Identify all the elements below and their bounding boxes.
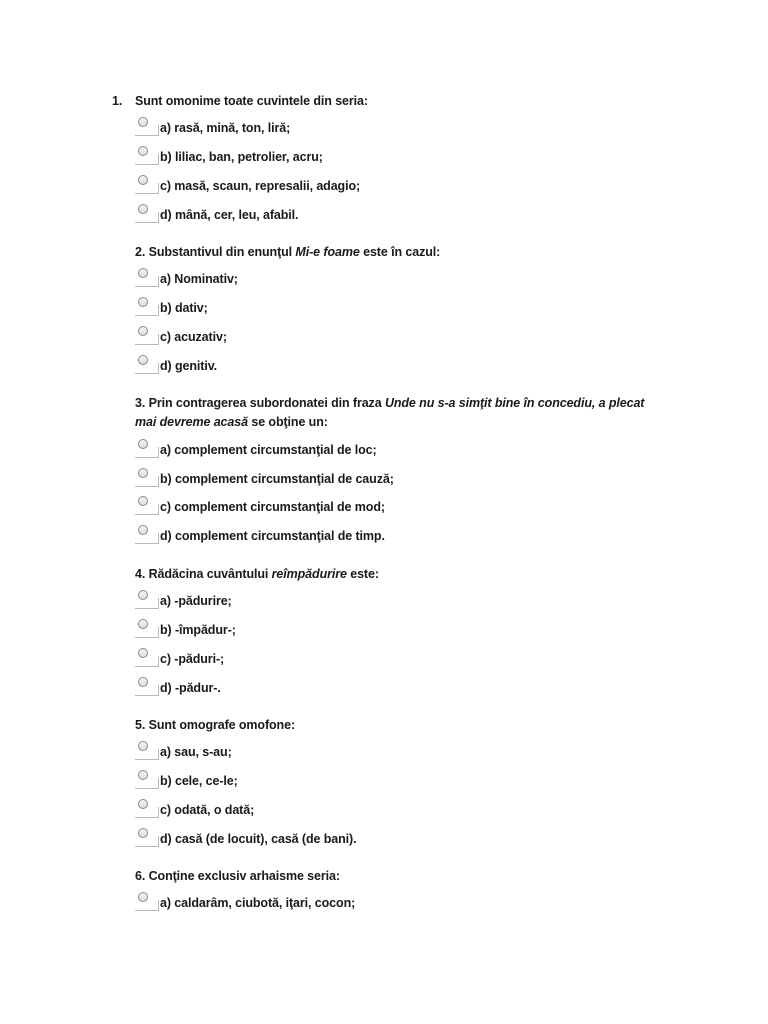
question-3-option-d[interactable] bbox=[135, 525, 695, 547]
radio-divider bbox=[158, 154, 159, 165]
option-label: b) cele, ce-le; bbox=[160, 774, 238, 788]
radio-button[interactable] bbox=[138, 468, 148, 478]
question-3-prompt-end: se obţine un: bbox=[247, 415, 328, 429]
option-label: b) -împădur-; bbox=[160, 623, 236, 637]
question-4-text bbox=[135, 565, 695, 584]
radio-underline bbox=[135, 373, 159, 374]
radio-underline bbox=[135, 666, 159, 667]
radio-button[interactable] bbox=[138, 741, 148, 751]
radio-divider bbox=[158, 363, 159, 374]
question-2-option-d[interactable] bbox=[135, 355, 695, 377]
radio-divider bbox=[158, 334, 159, 345]
radio-divider bbox=[158, 900, 159, 911]
question-6-prompt: Conţine exclusiv arhaisme seria: bbox=[148, 869, 340, 883]
radio-divider bbox=[158, 807, 159, 818]
question-1-option-c[interactable] bbox=[135, 175, 695, 197]
option-label: d) mână, cer, leu, afabil. bbox=[160, 208, 299, 222]
option-label: c) masă, scaun, represalii, adagio; bbox=[160, 179, 361, 193]
radio-divider bbox=[158, 598, 159, 609]
question-3-option-a[interactable] bbox=[135, 439, 695, 461]
question-6-text bbox=[135, 867, 695, 886]
radio-button[interactable] bbox=[138, 590, 148, 600]
radio-button[interactable] bbox=[138, 297, 148, 307]
option-label: a) Nominativ; bbox=[160, 272, 238, 286]
radio-divider bbox=[158, 627, 159, 638]
radio-button[interactable] bbox=[138, 799, 148, 809]
question-1-number: 1. bbox=[112, 94, 123, 108]
option-label: c) acuzativ; bbox=[160, 330, 227, 344]
question-4-number: 4. bbox=[135, 567, 146, 581]
question-3-number: 3. bbox=[135, 396, 146, 410]
radio-divider bbox=[158, 183, 159, 194]
radio-button[interactable] bbox=[138, 268, 148, 278]
radio-divider bbox=[158, 836, 159, 847]
radio-underline bbox=[135, 344, 159, 345]
radio-button[interactable] bbox=[138, 204, 148, 214]
radio-button[interactable] bbox=[138, 117, 148, 127]
radio-button[interactable] bbox=[138, 496, 148, 506]
radio-underline bbox=[135, 608, 159, 609]
question-3-quoted-sentence: Unde nu s-a simţit bine în concediu, a plecat mai devreme acasă bbox=[135, 396, 645, 429]
question-2-number: 2. bbox=[135, 245, 146, 259]
option-label: d) genitiv. bbox=[160, 359, 217, 373]
question-5-option-d[interactable] bbox=[135, 828, 695, 850]
question-5-option-a[interactable] bbox=[135, 741, 695, 763]
radio-button[interactable] bbox=[138, 355, 148, 365]
radio-underline bbox=[135, 222, 159, 223]
radio-button[interactable] bbox=[138, 619, 148, 629]
radio-button[interactable] bbox=[138, 146, 148, 156]
question-2-text bbox=[135, 243, 695, 262]
radio-divider bbox=[158, 749, 159, 760]
question-2-option-b[interactable] bbox=[135, 297, 695, 319]
radio-underline bbox=[135, 759, 159, 760]
question-4-quoted-word: reîmpădurire bbox=[271, 567, 347, 581]
option-label: a) caldarâm, ciubotă, iţari, cocon; bbox=[160, 896, 356, 910]
radio-underline bbox=[135, 193, 159, 194]
radio-underline bbox=[135, 846, 159, 847]
option-label: c) -păduri-; bbox=[160, 652, 225, 666]
question-4-option-a[interactable] bbox=[135, 590, 695, 612]
radio-underline bbox=[135, 695, 159, 696]
option-label: d) casă (de locuit), casă (de bani). bbox=[160, 832, 357, 846]
radio-button[interactable] bbox=[138, 525, 148, 535]
radio-button[interactable] bbox=[138, 892, 148, 902]
question-5-option-c[interactable] bbox=[135, 799, 695, 821]
question-6-option-a[interactable] bbox=[135, 892, 695, 914]
question-4-prompt-end: este: bbox=[346, 567, 379, 581]
question-4-option-b[interactable] bbox=[135, 619, 695, 641]
radio-button[interactable] bbox=[138, 648, 148, 658]
question-2-option-a[interactable] bbox=[135, 268, 695, 290]
question-3-option-c[interactable] bbox=[135, 496, 695, 518]
question-1-text bbox=[112, 92, 672, 111]
radio-divider bbox=[158, 476, 159, 487]
radio-underline bbox=[135, 910, 159, 911]
question-1-option-d[interactable] bbox=[135, 204, 695, 226]
radio-button[interactable] bbox=[138, 439, 148, 449]
question-5-prompt: Sunt omografe omofone: bbox=[148, 718, 296, 732]
option-label: b) dativ; bbox=[160, 301, 208, 315]
question-2-option-c[interactable] bbox=[135, 326, 695, 348]
radio-underline bbox=[135, 315, 159, 316]
radio-underline bbox=[135, 457, 159, 458]
option-label: d) complement circumstanţial de timp. bbox=[160, 529, 385, 543]
question-5-option-b[interactable] bbox=[135, 770, 695, 792]
radio-divider bbox=[158, 447, 159, 458]
question-4-option-c[interactable] bbox=[135, 648, 695, 670]
radio-divider bbox=[158, 656, 159, 667]
radio-underline bbox=[135, 286, 159, 287]
option-label: d) -pădur-. bbox=[160, 681, 221, 695]
radio-divider bbox=[158, 504, 159, 515]
option-label: a) -pădurire; bbox=[160, 594, 232, 608]
radio-divider bbox=[158, 276, 159, 287]
question-3-option-b[interactable] bbox=[135, 468, 695, 490]
question-4-prompt: Rădăcina cuvântului bbox=[148, 567, 272, 581]
radio-divider bbox=[158, 685, 159, 696]
radio-underline bbox=[135, 164, 159, 165]
question-2-prompt-end: este în cazul: bbox=[359, 245, 441, 259]
radio-underline bbox=[135, 637, 159, 638]
option-label: b) complement circumstanţial de cauză; bbox=[160, 472, 394, 486]
radio-underline bbox=[135, 514, 159, 515]
radio-divider bbox=[158, 212, 159, 223]
radio-divider bbox=[158, 125, 159, 136]
radio-divider bbox=[158, 533, 159, 544]
question-1-option-b[interactable] bbox=[135, 146, 695, 168]
question-2-prompt: Substantivul din enunţul bbox=[148, 245, 296, 259]
radio-button[interactable] bbox=[138, 326, 148, 336]
question-6-number: 6. bbox=[135, 869, 146, 883]
option-label: a) sau, s-au; bbox=[160, 745, 232, 759]
option-label: a) rasă, mină, ton, liră; bbox=[160, 121, 291, 135]
option-label: a) complement circumstanţial de loc; bbox=[160, 443, 377, 457]
radio-button[interactable] bbox=[138, 677, 148, 687]
option-label: b) liliac, ban, petrolier, acru; bbox=[160, 150, 323, 164]
question-4-option-d[interactable] bbox=[135, 677, 695, 699]
radio-divider bbox=[158, 305, 159, 316]
radio-underline bbox=[135, 543, 159, 544]
radio-underline bbox=[135, 788, 159, 789]
radio-button[interactable] bbox=[138, 175, 148, 185]
radio-underline bbox=[135, 135, 159, 136]
question-2-quoted-phrase: Mi-e foame bbox=[295, 245, 360, 259]
question-1-prompt: Sunt omonime toate cuvintele din seria: bbox=[135, 94, 368, 108]
radio-button[interactable] bbox=[138, 770, 148, 780]
question-3-text bbox=[135, 394, 665, 432]
radio-divider bbox=[158, 778, 159, 789]
question-5-number: 5. bbox=[135, 718, 146, 732]
radio-underline bbox=[135, 486, 159, 487]
option-label: c) odată, o dată; bbox=[160, 803, 255, 817]
option-label: c) complement circumstanţial de mod; bbox=[160, 500, 385, 514]
radio-button[interactable] bbox=[138, 828, 148, 838]
question-3-prompt: Prin contragerea subordonatei din fraza bbox=[148, 396, 385, 410]
radio-underline bbox=[135, 817, 159, 818]
question-5-text bbox=[135, 716, 695, 735]
question-1-option-a[interactable] bbox=[135, 117, 695, 139]
